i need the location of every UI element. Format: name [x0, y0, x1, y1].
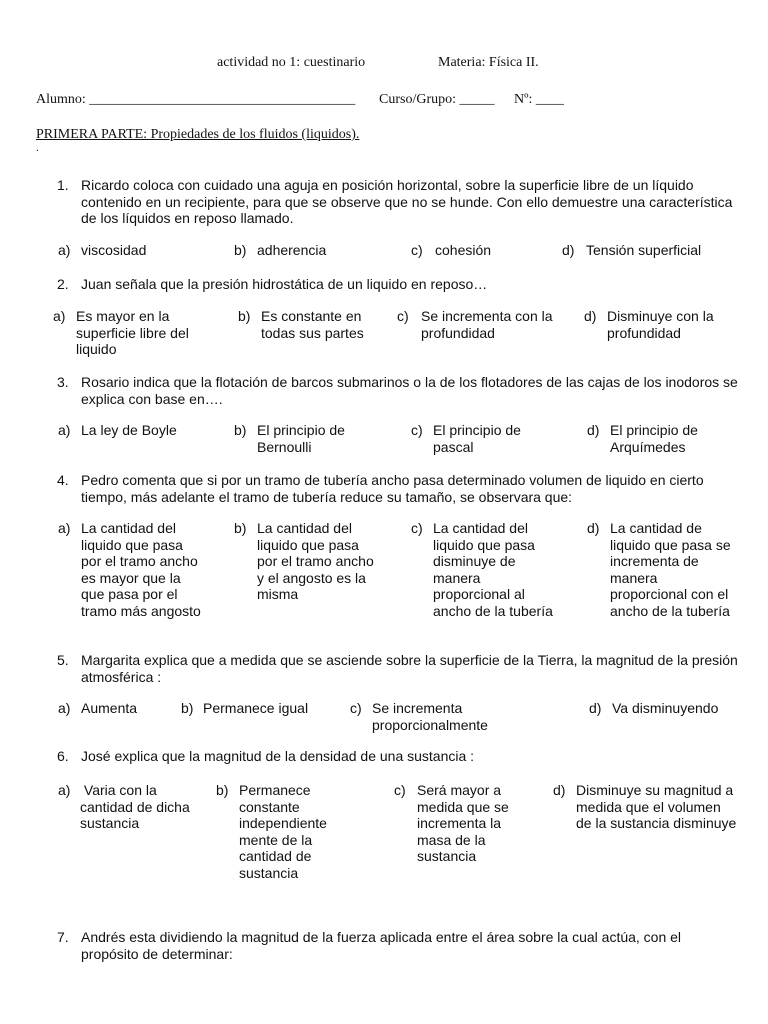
option-text: La ley de Boyle	[81, 422, 177, 438]
question-text: Andrés esta dividiendo la magnitud de la fuerza aplicada entre el área sobre la cual actúa, con el propósito de determinar:	[81, 929, 682, 962]
option-letter: a)	[53, 308, 66, 324]
option-letter: b)	[234, 242, 247, 258]
option-letter: a)	[58, 242, 71, 258]
option-text: Se incrementa proporcionalmente	[372, 700, 488, 733]
option-text: viscosidad	[81, 242, 147, 258]
question-text: José explica que la magnitud de la densidad de una sustancia :	[81, 748, 475, 764]
option-letter: d)	[589, 700, 602, 716]
option-text: Será mayor a medida que se incrementa la masa de la sustancia	[417, 782, 509, 864]
question-number: 6.	[57, 748, 69, 764]
option-letter: b)	[216, 782, 229, 798]
option-text: Es constante en todas sus partes	[261, 308, 364, 341]
option-letter: d)	[562, 242, 575, 258]
subject-label: Materia: Física II.	[438, 55, 539, 70]
option-letter: d)	[584, 308, 597, 324]
activity-title: actividad no 1: cuestinario	[217, 55, 366, 70]
option-letter: c)	[397, 308, 409, 324]
option-letter: b)	[238, 308, 251, 324]
option-letter: d)	[587, 520, 600, 536]
option-letter: d)	[553, 782, 566, 798]
question-text: Juan señala que la presión hidrostática de un liquido en reposo…	[81, 276, 488, 292]
option-text: El principio de Arquímedes	[610, 422, 698, 455]
section-title: PRIMERA PARTE: Propiedades de los fluidos (liquidos).	[36, 127, 360, 142]
option-text: cohesión	[435, 242, 492, 258]
option-letter: c)	[411, 242, 423, 258]
question-text: Ricardo coloca con cuidado una aguja en posición horizontal, sobre la superficie libre de un líquido contenido en un recipiente, para que se observe que no se hunde. Con ello demuestre una característica de los líquidos en reposo llamado.	[81, 177, 733, 226]
option-text: Permanece igual	[203, 700, 309, 716]
option-letter: c)	[411, 422, 423, 438]
option-text: Disminuye su magnitud a medida que el volumen de la sustancia disminuye	[576, 782, 737, 831]
option-letter: a)	[58, 700, 71, 716]
option-text: La cantidad de liquido que pasa se incrementa de manera proporcional con el ancho de la tubería	[610, 520, 731, 619]
option-text: Tensión superficial	[586, 242, 702, 258]
option-letter: b)	[234, 520, 247, 536]
question-number: 7.	[57, 929, 69, 945]
option-text: La cantidad del liquido que pasa disminuye de manera proporcional al ancho de la tubería	[433, 520, 553, 619]
question-text: Rosario indica que la flotación de barcos submarinos o la de los flotadores de las cajas de los inodoros se explica con base en….	[81, 374, 738, 407]
option-text: El principio de pascal	[433, 422, 521, 455]
option-letter: a)	[58, 782, 71, 798]
option-text: Permanece constante independiente mente de la cantidad de sustancia	[239, 782, 327, 881]
question-number: 1.	[57, 177, 69, 193]
number-line[interactable]: Nº: ____	[514, 92, 564, 107]
option-letter: a)	[58, 520, 71, 536]
option-text: Va disminuyendo	[612, 700, 719, 716]
option-letter: d)	[587, 422, 600, 438]
question-number: 4.	[57, 472, 69, 488]
option-text: Aumenta	[81, 700, 138, 716]
option-letter: b)	[181, 700, 194, 716]
student-name-line[interactable]: Alumno: ______________________________________	[36, 92, 356, 107]
option-letter: c)	[394, 782, 406, 798]
option-text: La cantidad del liquido que pasa por el tramo ancho y el angosto es la misma	[257, 520, 374, 602]
question-number: 2.	[57, 276, 69, 292]
option-letter: c)	[411, 520, 423, 536]
group-line[interactable]: Curso/Grupo: _____	[379, 92, 495, 107]
option-letter: b)	[234, 422, 247, 438]
option-text: Se incrementa con la profundidad	[421, 308, 553, 341]
option-letter: a)	[58, 422, 71, 438]
question-number: 3.	[57, 374, 69, 390]
option-text: adherencia	[257, 242, 327, 258]
option-text: La cantidad del liquido que pasa por el tramo ancho es mayor que la que pasa por el tramo más angosto	[81, 520, 201, 619]
question-text: Pedro comenta que si por un tramo de tubería ancho pasa determinado volumen de liquido en cierto tiempo, más adelante el tramo de tubería reduce su tamaño, se observara que:	[81, 472, 704, 505]
option-text: Disminuye con la profundidad	[607, 308, 714, 341]
option-text: Es mayor en la superficie libre del liquido	[76, 308, 189, 357]
option-text: Varia con la cantidad de dicha sustancia	[80, 782, 194, 831]
option-text: El principio de Bernoulli	[257, 422, 345, 455]
question-number: 5.	[57, 652, 69, 668]
question-text: Margarita explica que a medida que se asciende sobre la superficie de la Tierra, la magnitud de la presión atmosférica :	[81, 652, 738, 685]
section-dot: .	[36, 142, 39, 154]
option-letter: c)	[350, 700, 362, 716]
